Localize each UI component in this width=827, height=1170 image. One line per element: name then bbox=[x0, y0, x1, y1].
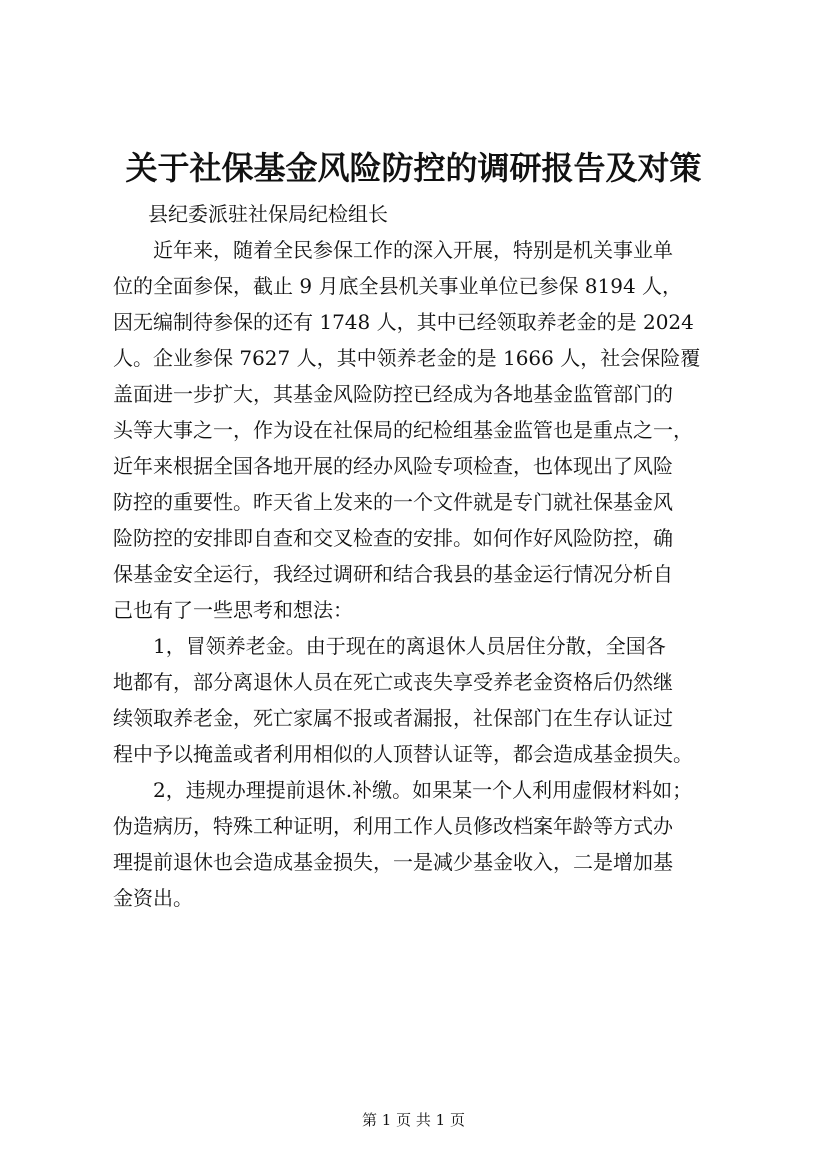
paragraph-1-line-8: 防控的重要性。昨天省上发来的一个文件就是专门就社保基金风 bbox=[113, 490, 673, 514]
paragraph-1-line-5: 盖面进一步扩大，其基金风险防控已经成为各地基金监管部门的 bbox=[113, 382, 673, 406]
paragraph-2-line-4: 程中予以掩盖或者利用相似的人顶替认证等，都会造成基金损失。 bbox=[113, 742, 693, 766]
document-author: 县纪委派驻社保局纪检组长 bbox=[148, 202, 388, 226]
paragraph-1-line-9: 险防控的安排即自查和交叉检查的安排。如何作好风险防控，确 bbox=[113, 526, 673, 550]
page-footer: 第 1 页 共 1 页 bbox=[362, 1111, 465, 1129]
paragraph-3-line-3: 理提前退休也会造成基金损失，一是减少基金收入，二是增加基 bbox=[113, 850, 673, 874]
paragraph-1-line-11: 己也有了一些思考和想法： bbox=[113, 598, 353, 622]
paragraph-2-line-1: 1，冒领养老金。由于现在的离退休人员居住分散，全国各 bbox=[153, 634, 666, 658]
paragraph-1-line-2: 位的全面参保，截止 9 月底全县机关事业单位已参保 8194 人， bbox=[113, 274, 683, 298]
paragraph-3-line-4: 金资出。 bbox=[113, 886, 193, 910]
paragraph-1-line-7: 近年来根据全国各地开展的经办风险专项检查，也体现出了风险 bbox=[113, 454, 673, 478]
document-body bbox=[113, 232, 723, 916]
document-title: 关于社保基金风险防控的调研报告及对策 bbox=[125, 149, 702, 187]
paragraph-2-line-2: 地都有，部分离退休人员在死亡或丧失享受养老金资格后仍然继 bbox=[113, 670, 673, 694]
paragraph-1-line-1: 近年来，随着全民参保工作的深入开展，特别是机关事业单 bbox=[153, 238, 673, 262]
paragraph-1-line-10: 保基金安全运行，我经过调研和结合我县的基金运行情况分析自 bbox=[113, 562, 673, 586]
paragraph-1-line-6: 头等大事之一，作为设在社保局的纪检组基金监管也是重点之一， bbox=[113, 418, 693, 442]
paragraph-2-line-3: 续领取养老金，死亡家属不报或者漏报，社保部门在生存认证过 bbox=[113, 706, 673, 730]
paragraph-3-line-1: 2，违规办理提前退休.补缴。如果某一个人利用虚假材料如； bbox=[153, 778, 693, 802]
paragraph-1-line-3: 因无编制待参保的还有 1748 人，其中已经领取养老金的是 2024 bbox=[113, 310, 694, 334]
paragraph-3-line-2: 伪造病历，特殊工种证明，利用工作人员修改档案年龄等方式办 bbox=[113, 814, 673, 838]
paragraph-1-line-4: 人。企业参保 7627 人，其中领养老金的是 1666 人，社会保险覆 bbox=[113, 346, 701, 370]
